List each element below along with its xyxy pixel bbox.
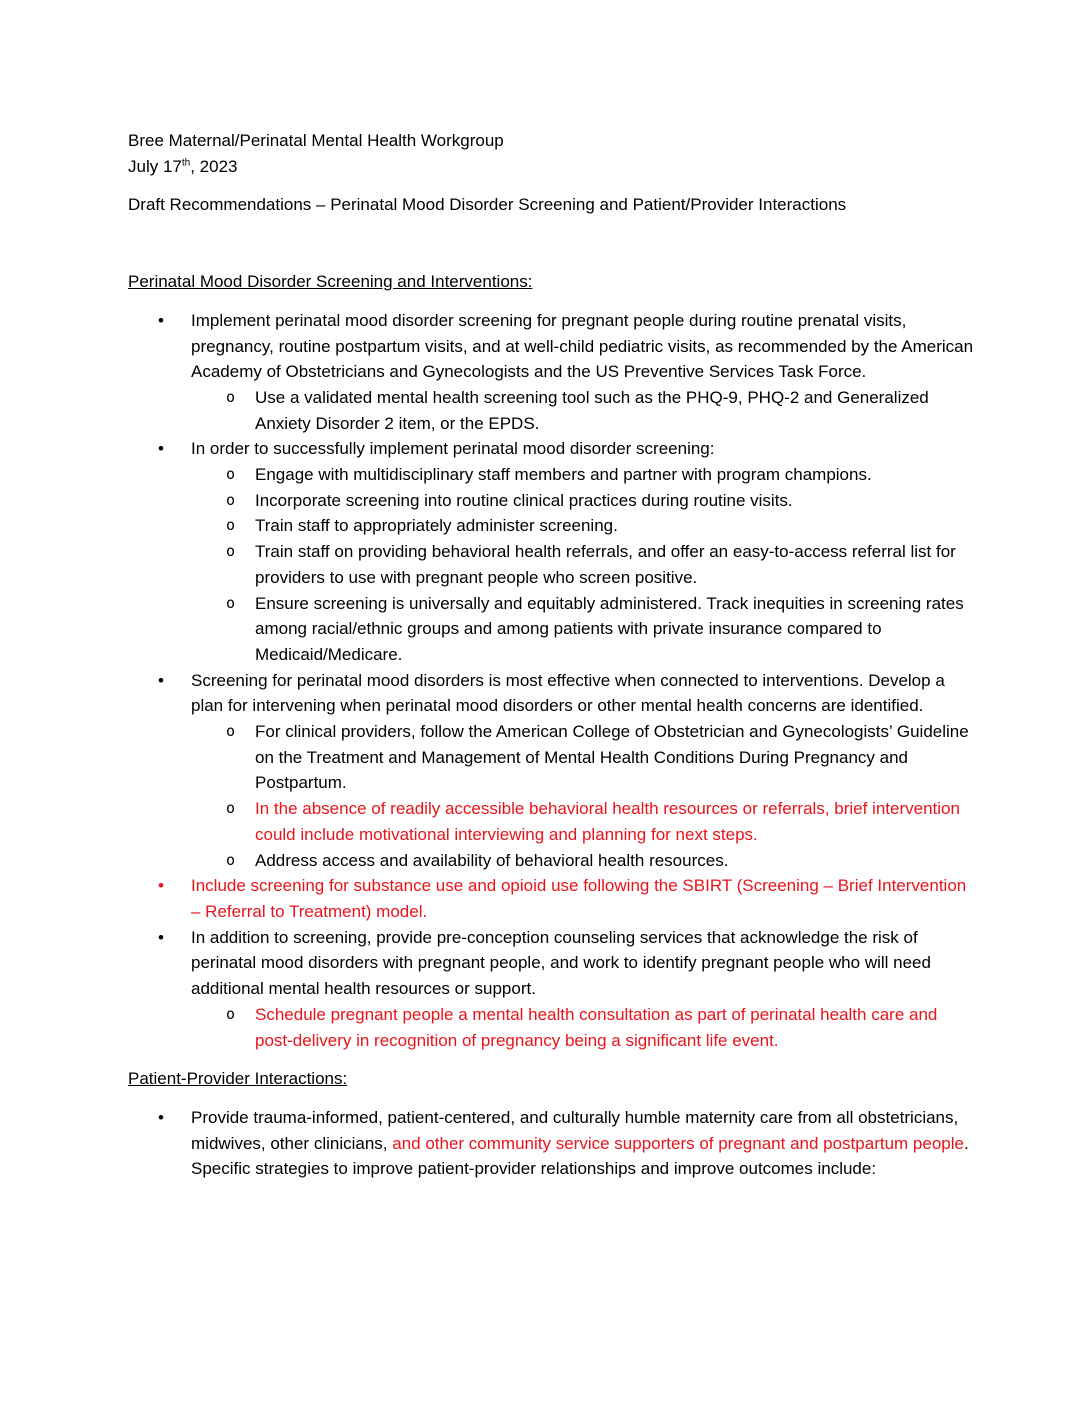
added-text: In the absence of readily accessible behavioral health resources or referrals, brief intervention could include motivational interviewing and planning for next steps. [255,799,960,844]
patient-provider-list [128,1105,978,1182]
list-item [128,873,978,924]
added-text: and other community service supporters of pregnant and postpartum people [392,1133,964,1153]
sub-list-item: o Train staff to appropriately administer screening. [191,513,978,539]
bullet-icon: • [158,670,164,690]
circle-bullet-icon: o [226,799,236,818]
bullet-icon: • [158,310,164,330]
circle-bullet-icon: o [226,516,236,535]
sub-list-item [191,1002,978,1053]
document-title: Draft Recommendations – Perinatal Mood Disorder Screening and Patient/Provider Interactions [128,195,847,215]
circle-bullet-icon: o [226,593,236,612]
circle-bullet-icon: o [226,722,236,741]
bullet-icon: • [158,1107,164,1127]
sub-list-item: o Engage with multidisciplinary staff members and partner with program champions. [191,462,978,488]
circle-bullet-icon: o [226,850,236,869]
screening-list [128,308,978,1053]
added-text: Include screening for substance use and opioid use following the SBIRT (Screening – Brief Intervention – Referral to Treatment) model. [191,876,967,921]
sub-list [191,1002,978,1053]
list-item: • Implement perinatal mood disorder screening for pregnant people during routine prenatal visits, pregnancy, routine postpartum visits, and at well-child pediatric visits, as recommended by the American Academy of Obstetricians and Gynecologists and the US Preventive Services Task Force. o Use a validated mental health screening tool such as the PHQ-9, PHQ-2 and Generalized Anxiety Disorder 2 item, or the EPDS. [128,308,978,437]
document-body [128,128,978,1182]
sub-list [191,719,978,873]
sub-list-item: o For clinical providers, follow the American College of Obstetrician and Gynecologists’ Guideline on the Treatment and Management of Mental Health Conditions During Pregnancy and Postpartum. [191,719,978,796]
list-item: • Provide trauma-informed, patient-centered, and culturally humble maternity care from all obstetricians, midwives, other clinicians, and other community service supporters of pregnant and postpartum people. Specific strategies to improve patient-provider relationships and improve outcomes include: [128,1105,978,1182]
list-item: • In order to successfully implement perinatal mood disorder screening: o Engage with multidisciplinary staff members and partner with program champions. o Incorporate screening into routine clinical practices during routine visits. o Train staff to appropriately administer screening. o Train staff on providing behavioral health referrals, and offer an easy-to-access referral list for providers to use with pregnant people who screen positive. o Ensure screening is universally and equitably administered. Track inequities in screening rates among racial/ethnic groups and among patients with private insurance compared to Medicaid/Medicare. [128,436,978,667]
sub-list-item: o Train staff on providing behavioral health referrals, and offer an easy-to-access referral list for providers to use with pregnant people who screen positive. [191,539,978,590]
section-heading-patient-provider: Patient-Provider Interactions: [128,1069,348,1089]
sub-list [191,462,978,668]
list-item: • In addition to screening, provide pre-conception counseling services that acknowledge the risk of perinatal mood disorders with pregnant people, and work to identify pregnant people who will need additional mental health resources or support. o Schedule pregnant people a mental health consultation as part of perinatal health care and post-delivery in recognition of pregnancy being a significant life event. [128,925,978,1054]
sub-list [191,385,978,436]
section-heading-screening: Perinatal Mood Disorder Screening and Interventions: [128,272,533,292]
org-name: Bree Maternal/Perinatal Mental Health Workgroup [128,131,504,150]
bullet-icon: • [158,927,164,947]
circle-bullet-icon: o [226,490,236,509]
circle-bullet-icon: o [226,465,236,484]
circle-bullet-icon: o [226,387,236,406]
sub-list-item [191,796,978,847]
circle-bullet-icon: o [226,1004,236,1023]
sub-list-item: o Ensure screening is universally and equitably administered. Track inequities in screening rates among racial/ethnic groups and among patients with private insurance compared to Medicaid/Medicare. [191,591,978,668]
sub-list-item: o Use a validated mental health screening tool such as the PHQ-9, PHQ-2 and Generalized Anxiety Disorder 2 item, or the EPDS. [191,385,978,436]
bullet-icon: • [158,439,164,459]
added-text: Schedule pregnant people a mental health consultation as part of perinatal health care and post-delivery in recognition of pregnancy being a significant life event. [255,1004,938,1050]
list-item: • Screening for perinatal mood disorders is most effective when connected to interventions. Develop a plan for intervening when perinatal mood disorders or other mental health concerns are identified. o For clinical providers, follow the American College of Obstetrician and Gynecologists’ Guideline on the Treatment and Management of Mental Health Conditions During Pregnancy and Postpartum. o In the absence of readily accessible behavioral health resources or referrals, brief intervention could include motivational interviewing and planning for next steps. o Address access and availability of behavioral health resources. [128,668,978,874]
sub-list-item: o Incorporate screening into routine clinical practices during routine visits. [191,488,978,514]
circle-bullet-icon: o [226,542,236,561]
bullet-icon: • [158,876,164,896]
sub-list-item: o Address access and availability of behavioral health resources. [191,848,978,874]
document-date: July 17th, 2023 [128,156,238,176]
